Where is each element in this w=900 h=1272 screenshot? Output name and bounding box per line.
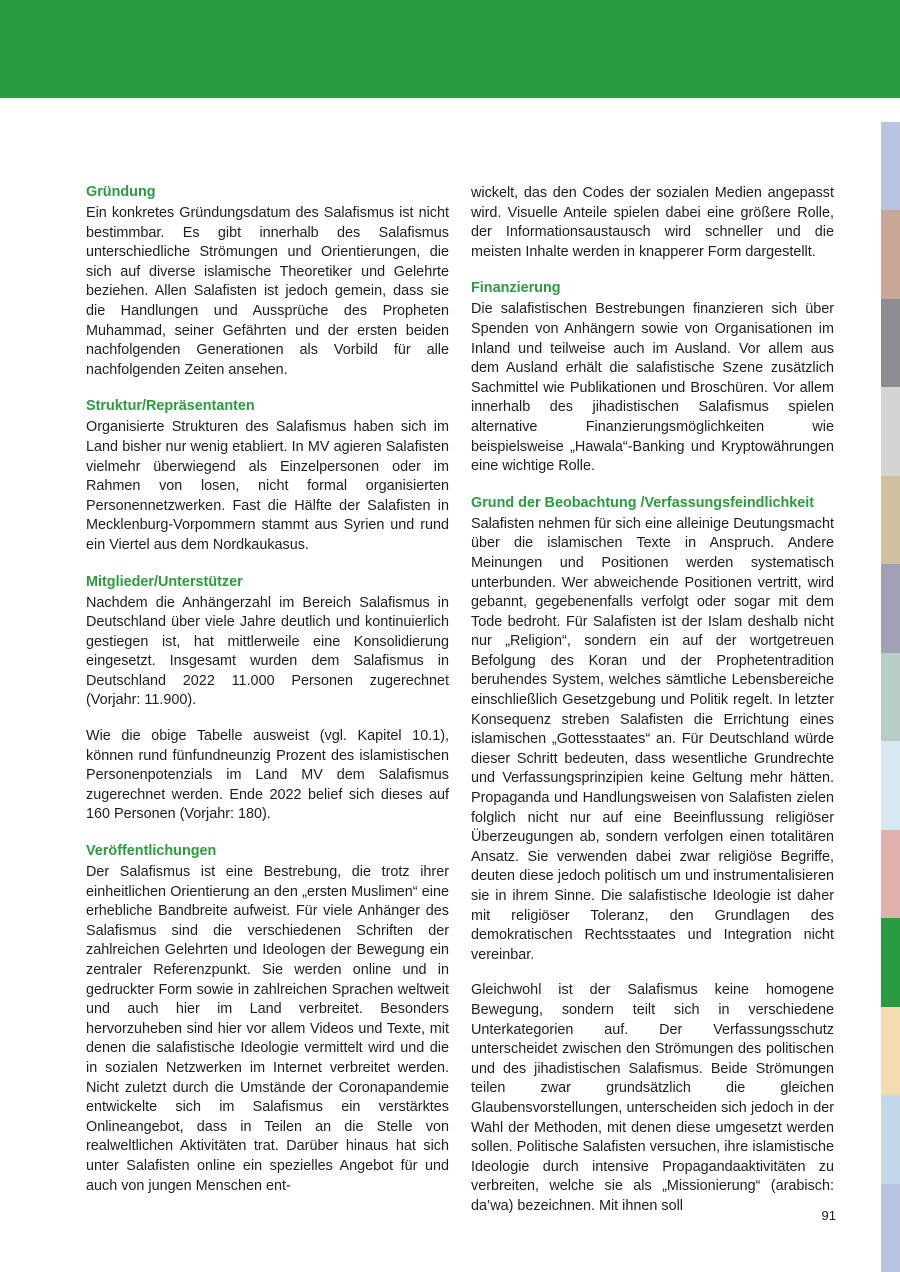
paragraph: Salafisten nehmen für sich eine alleinige Deutungsmacht über die islamischen Texte in Anspruch. Andere Meinungen und Positionen werden systematisch unterbunden. Wer abweichende Positionen vertritt, wird gebannt, gegebenenfalls verfolgt oder sogar mit dem Tode bedroht. Für Salafisten ist der Islam deshalb nicht nur „Religion“, sondern ein auf der wortgetreuen Befolgung des Koran und der Prophetentradition beruhendes System, welches sämtliche Lebensbereiche einschließlich Gesetzgebung und Politik regelt. In letzter Konsequenz streben Salafisten die Errichtung eines islamischen „Gottesstaates“ an. Für Deutschland würde dieser Schritt bedeuten, dass wesentliche Grundrechte und Verfassungsprinzipien keine Geltung mehr hätten. Propaganda und Handlungsweisen von Salafisten zielen folglich nicht nur auf eine Beeinflussung religiöser Überzeugungen ab, sondern verfolgen einen totalitären Ansatz. Sie verwenden dabei zwar religiöse Begriffe, deuten diese jedoch politisch um und instrumentalisieren sie in ihrem Sinne. Die salafistische Ideologie ist daher mit religiöser Toleranz, den Grundlagen des demokratischen Rechtsstaates und Integration nicht vereinbar. <box>471 515 834 963</box>
chapter-tab[interactable] <box>881 653 900 741</box>
section-heading: Finanzierung <box>471 280 561 297</box>
section-heading: Struktur/Repräsentanten <box>86 398 255 415</box>
section-heading: Mitglieder/Unterstützer <box>86 573 243 590</box>
chapter-tab[interactable] <box>881 830 900 918</box>
chapter-tab[interactable] <box>881 299 900 387</box>
chapter-tab-strip <box>881 122 900 1272</box>
right-text-column <box>471 184 834 1233</box>
paragraph: Organisierte Strukturen des Salafismus haben sich im Land bisher nur wenig etabliert. In MV agieren Salafisten vielmehr überwiegend als Einzelpersonen oder im Rahmen von losen, nicht formal organisierten Personennetzwerken. Fast die Hälfte der Salafisten in Mecklenburg-Vorpommern stammt aus Syrien und rund ein Viertel aus dem Nordkaukasus. <box>86 419 449 553</box>
paragraph: Nachdem die Anhängerzahl im Bereich Salafismus in Deutschland über viele Jahre deutlich und kontinuierlich gestiegen ist, hat mittlerweile eine Konsolidierung eingesetzt. Insgesamt wurden dem Salafismus in Deutschland 2022 11.000 Personen zugerechnet (Vorjahr: 11.900). <box>86 594 449 709</box>
paragraph-continuation: wickelt, das den Codes der sozialen Medien angepasst wird. Visuelle Anteile spielen dabei eine größere Rolle, der Informationsaustausch wird schneller und die meisten Inhalte werden in knapperer Form dargestellt. <box>471 185 834 260</box>
section-heading: Veröffentlichungen <box>86 843 217 860</box>
paragraph: Die salafistischen Bestrebungen finanzieren sich über Spenden von Anhängern sowie von Organisationen im Inland und teilweise auch im Ausland. Vor allem aus dem Ausland erhält die salafistische Szene zusätzlich Sachmittel wie Publikationen und Broschüren. Vor allem innerhalb des jihadistischen Salafismus spielen alternative Finanzierungsmöglichkeiten wie beispielsweise „Hawala“-Banking und Kryptowährungen eine wichtige Rolle. <box>471 301 834 475</box>
section-gruendung <box>86 182 449 380</box>
section-heading: Grund der Beobachtung /Verfassungsfeindlichkeit <box>471 494 815 511</box>
chapter-tab[interactable] <box>881 1007 900 1095</box>
section-heading: Gründung <box>86 184 156 200</box>
chapter-tab[interactable] <box>881 387 900 475</box>
chapter-tab[interactable] <box>881 741 900 829</box>
section-mitglieder <box>86 572 449 826</box>
left-text-column <box>86 182 449 1212</box>
chapter-tab[interactable] <box>881 122 900 210</box>
paragraph: Der Salafismus ist eine Bestrebung, die trotz ihrer einheitlichen Orientierung an den „ersten Muslimen“ eine erhebliche Bandbreite aufweist. Für viele Anhänger des Salafismus sind die verschiedenen Schriften der zahlreichen Gelehrten und Ideologen der Bewegung ein zentraler Referenzpunkt. Sie werden online und in gedruckter Form sowie in zahlreichen Sprachen weltweit und auch hier im Land verbreitet. Besonders hervorzuheben sind hier vor allem Videos und Texte, mit denen die salafistische Ideologie vermittelt wird und die in sozialen Netzwerken im Internet verbreitet werden. Nicht zuletzt durch die Umstände der Coronapandemie entwickelte sich im Salafismus ein verstärktes Onlineangebot, dass in Teilen an die Stelle von realweltlichen Aktivitäten trat. Darüber hinaus hat sich unter Salafisten online ein spezielles Angebot für und auch von jungen Menschen ent- <box>86 864 449 1194</box>
chapter-tab-active[interactable] <box>881 918 900 1006</box>
section-beobachtung <box>471 493 834 1217</box>
paragraph: Ein konkretes Gründungsdatum des Salafismus ist nicht bestimmbar. Es gibt innerhalb des Salafismus unterschiedliche Strömungen und Orientierungen, die sich auf diverse islamische Theoretiker und Gelehrte beziehen. Allen Salafisten ist jedoch gemein, dass sie die Handlungen und Aussprüche des Propheten Muhammad, seiner Gefährten und der ersten beiden nachfolgenden Generationen als Vorbild für alle nachfolgenden Zeiten ansehen. <box>86 205 449 378</box>
section-finanzierung <box>471 278 834 476</box>
paragraph: Wie die obige Tabelle ausweist (vgl. Kapitel 10.1), können rund fünfundneunzig Prozent des islamistischen Personenpotenzials im Land MV dem Salafismus zugerechnet werden. Ende 2022 belief sich dieses auf 160 Personen (Vorjahr: 180). <box>86 728 449 823</box>
section-veroeffentlichungen <box>86 841 449 1196</box>
section-struktur <box>86 396 449 555</box>
chapter-tab[interactable] <box>881 1095 900 1183</box>
chapter-tab[interactable] <box>881 210 900 298</box>
page-number: 91 <box>821 1208 836 1223</box>
chapter-tab[interactable] <box>881 1184 900 1272</box>
top-banner <box>0 0 900 98</box>
chapter-tab[interactable] <box>881 564 900 652</box>
paragraph: Gleichwohl ist der Salafismus keine homogene Bewegung, sondern teilt sich in verschiedene Unterkategorien auf. Der Verfassungsschutz unterscheidet zwischen den Strömungen des politischen und des jihadistischen Salafismus. Beide Strömungen teilen zwar grundsätzlich die gleichen Glaubensvorstellungen, unterscheiden sich jedoch in der Wahl der Methoden, mit denen diese umgesetzt werden sollen. Politische Salafisten versuchen, ihre islamistische Ideologie durch intensive Propagandaaktivitäten zu verbreiten, welche sie als „Missionierung“ (arabisch: da’wa) bezeichnen. Mit ihnen soll <box>471 982 834 1214</box>
chapter-tab[interactable] <box>881 476 900 564</box>
